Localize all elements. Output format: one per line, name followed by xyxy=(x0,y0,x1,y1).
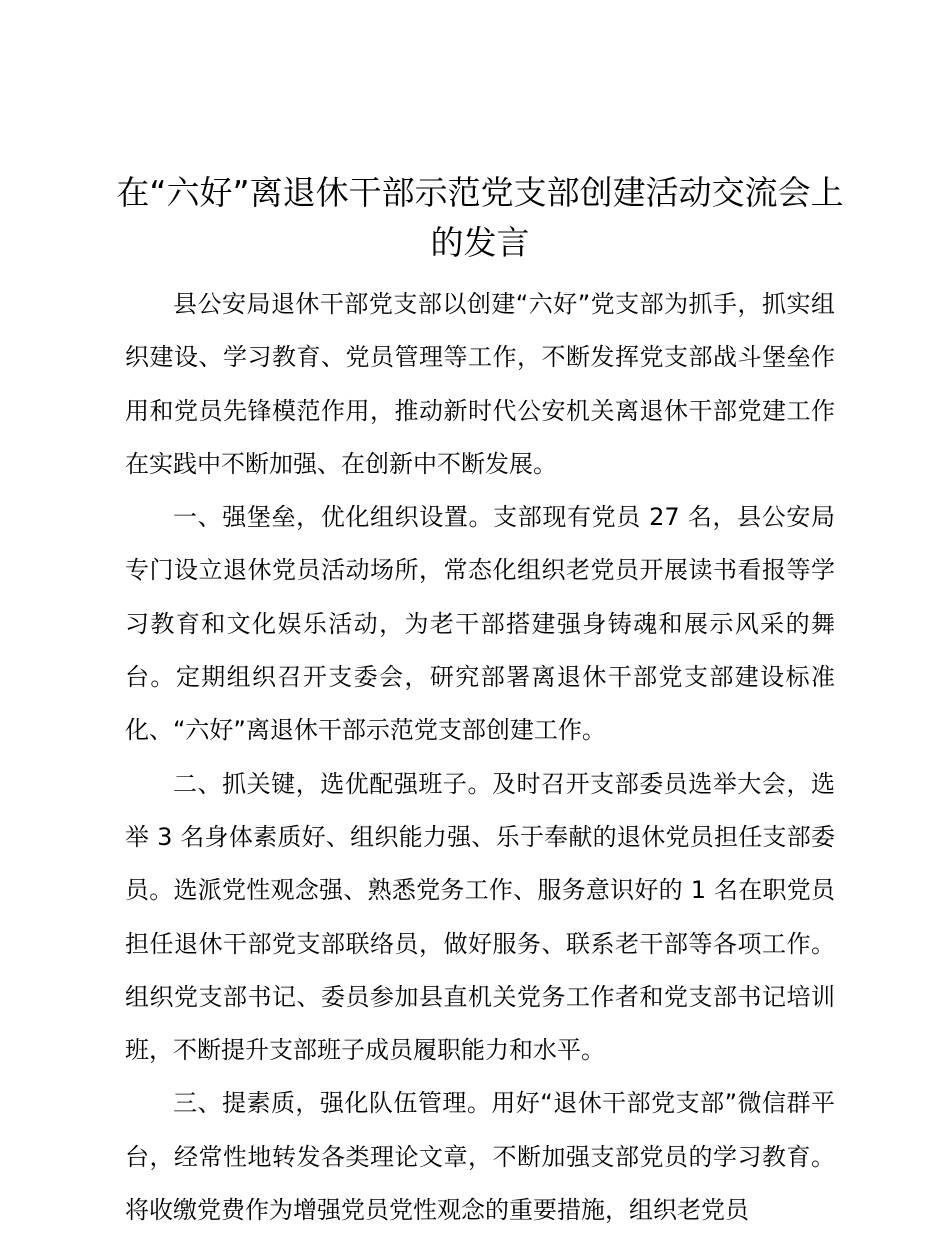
paragraph-intro: 县公安局退休干部党支部以创建“六好”党支部为抓手，抓实组织建设、学习教育、党员管理等工作，不断发挥党支部战斗堡垒作用和党员先锋模范作用，推动新时代公安机关离退休干部党建工作在实践中不断加强、在创新中不断发展。 xyxy=(125,290,835,478)
paragraph-section-2: 二、抓关键，选优配强班子。及时召开支部委员选举大会，选举 3 名身体素质好、组织能力强、乐于奉献的退休党员担任支部委员。选派党性观念强、熟悉党务工作、服务意识好的 1 名在职党员担任退休干部党支部联络员，做好服务、联系老干部等各项工作。组织党支部书记、委员参加县直机关党务工作者和党支部书记培训班，不断提升支部班子成员履职能力和水平。 xyxy=(125,769,835,1065)
document-body xyxy=(125,278,835,1237)
document-title: 在“六好”离退休干部示范党支部创建活动交流会上的发言 xyxy=(116,173,844,262)
paragraph-section-1: 一、强堡垒，优化组织设置。支部现有党员 27 名，县公安局专门设立退休党员活动场所，常态化组织老党员开展读书看报等学习教育和文化娱乐活动，为老干部搭建强身铸魂和展示风采的舞台。定期组织召开支委会，研究部署离退休干部党支部建设标准化、“六好”离退休干部示范党支部创建工作。 xyxy=(125,503,835,745)
paragraph-section-3: 三、提素质，强化队伍管理。用好“退休干部党支部”微信群平台，经常性地转发各类理论文章，不断加强支部党员的学习教育。将收缴党费作为增强党员党性观念的重要措施，组织老党员 xyxy=(125,1089,835,1225)
